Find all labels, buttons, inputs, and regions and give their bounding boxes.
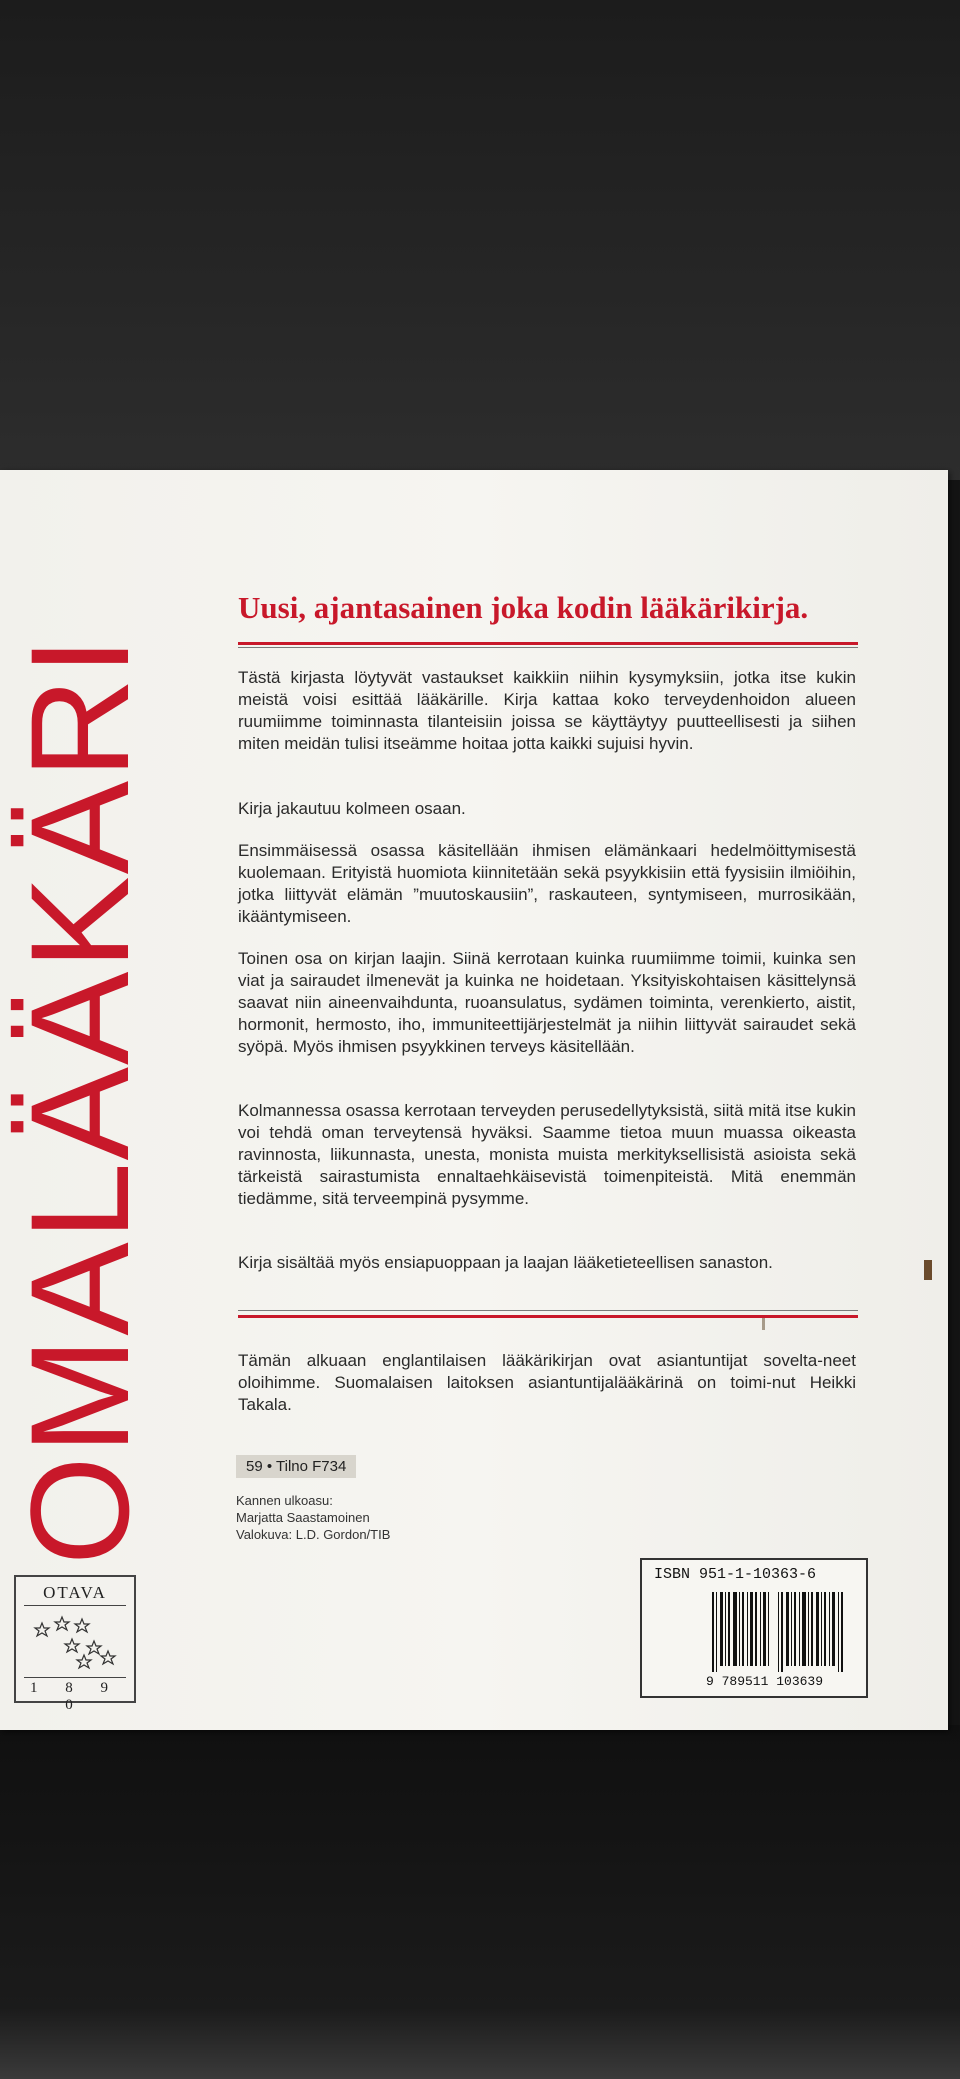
cover-credit-line: Marjatta Saastamoinen <box>236 1510 370 1525</box>
cover-scuff-mark <box>924 1260 932 1280</box>
spine-title <box>0 470 160 1730</box>
publisher-name: OTAVA <box>24 1583 126 1606</box>
cover-credits <box>236 1492 536 1543</box>
footer-rule-thin <box>238 1310 858 1311</box>
headline: Uusi, ajantasainen joka kodin lääkärikirja. <box>238 590 809 625</box>
dark-background-bottom <box>0 1725 960 2079</box>
cover-credit-line: Kannen ulkoasu: <box>236 1493 333 1508</box>
cover-credit-line: Valokuva: L.D. Gordon/TIB <box>236 1527 391 1542</box>
credit-note: Tämän alkuaan englantilaisen lääkärikirjan ovat asiantuntijat sovelta-neet oloihimme. Suomalaisen laitoksen asiantuntijalääkärinä on toimi-nut Heikki Takala. <box>238 1351 856 1414</box>
book-back-cover <box>0 470 948 1730</box>
barcode-digits: 9 789511 103639 <box>706 1674 824 1689</box>
description-paragraph-3: Ensimmäisessä osassa käsitellään ihmisen elämänkaari hedelmöittymisestä kuolemaan. Erityistä huomiota kiinnitetään sekä psyykkisiin että fyysisiin ilmiöihin, jotka liittyvät elämän ”muutoskausiin”, raskauteen, syntymiseen, murrosikään, ikääntymiseen. <box>238 841 856 926</box>
cover-scuff-mark <box>762 1318 765 1330</box>
description-paragraph-6: Kirja sisältää myös ensiapuoppaan ja laajan lääketieteellisen sanaston. <box>238 1253 773 1272</box>
stars-icon <box>28 1611 122 1675</box>
description-paragraph-2: Kirja jakautuu kolmeen osaan. <box>238 799 466 818</box>
description-paragraph-4: Toinen osa on kirjan laajin. Siinä kerrotaan kuinka ruumiimme toimii, kuinka sen viat ja sairaudet ilmenevät ja kuinka ne hoidetaan. Yksityiskohtaisen käsittelynsä saavat niin aineenvaihdunta, ruoansulatus, sydämen toiminta, verenkierto, aistit, hormonit, hermosto, iho, immuniteettijärjestelmät ja niihin liittyvät sairaudet sekä syöpä. Myös ihmisen psyykkinen terveys käsitellään. <box>238 949 856 1056</box>
description-paragraph-5: Kolmannessa osassa kerrotaan terveyden perusedellytyksistä, siitä mitä itse kukin voi tehdä oman terveytensä hyväksi. Saamme tietoa muun muassa oikeasta ravinnosta, liikunnasta, unesta, monista muista merkityksellisistä asioista sekä tärkeistä sairastumista ennaltaehkäisevistä toimenpiteistä. Mitä enemmän tiedämme, sitä terveempinä pysymme. <box>238 1101 856 1208</box>
headline-rule <box>238 642 858 645</box>
publisher-logo <box>14 1575 136 1713</box>
price-code-sticker: 59 • Tilno F734 <box>236 1455 356 1478</box>
spine-title-text: OMALÄÄKÄRI <box>1 634 158 1566</box>
isbn-number: ISBN 951-1-10363-6 <box>654 1566 817 1583</box>
barcode-icon <box>712 1592 852 1672</box>
footer-rule <box>238 1315 858 1318</box>
publisher-year: 1 8 9 0 <box>24 1677 126 1714</box>
isbn-barcode-box <box>640 1558 868 1698</box>
dark-background-top <box>0 0 960 480</box>
description-paragraph-1: Tästä kirjasta löytyvät vastaukset kaikkiin niihin kysymyksiin, jotka itse kukin meistä voisi esittää lääkärille. Kirja kattaa koko terveydenhoidon alueen ruumiimme toiminnasta tilanteisiin joissa se käyttäytyy puutteellisesti ja siihen miten meidän tulisi itseämme hoitaa jotta kaikki sujuisi hyvin. <box>238 668 856 753</box>
headline-rule-thin <box>238 647 858 648</box>
